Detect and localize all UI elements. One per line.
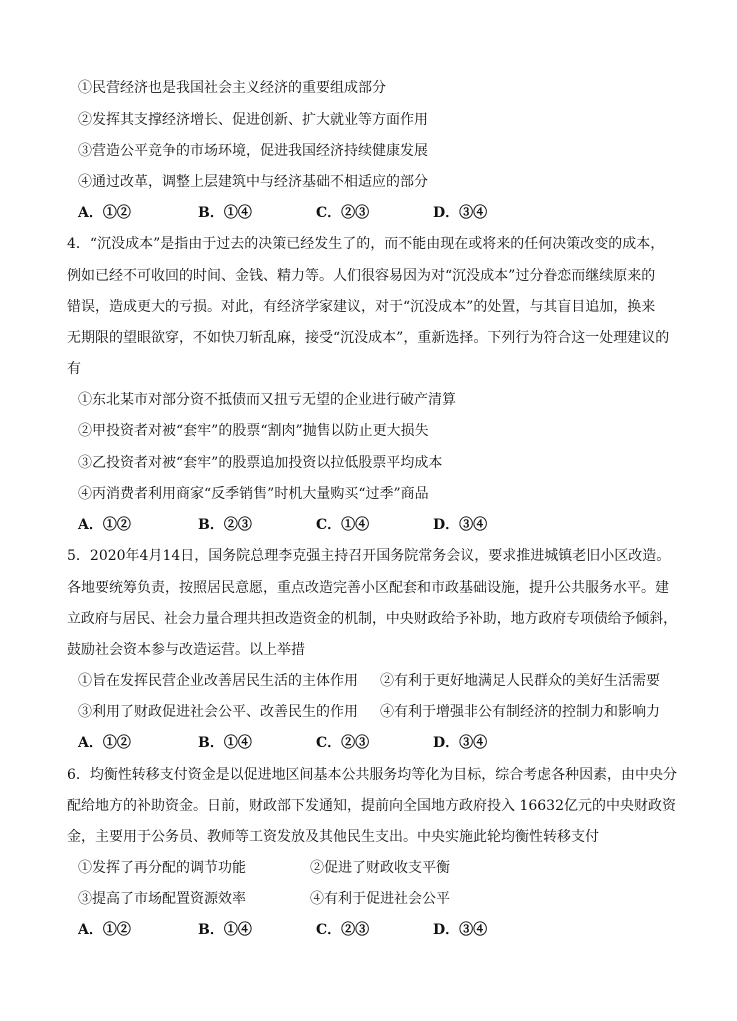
q6-option-a: A．①② — [78, 922, 131, 938]
q4-stem-line-4: 无期限的望眼欲穿，不如快刀斩乱麻，接受“沉没成本”，重新选择。下列行为符合这一处理建议的 — [67, 330, 670, 346]
q5-option-b: B．①④ — [198, 735, 252, 751]
q5-item-4: ④有利于增强非公有制经济的控制力和影响力 — [380, 704, 660, 720]
q6-option-d: D．③④ — [433, 922, 488, 938]
q5-item-3: ③利用了财政促进社会公平、改善民生的作用 — [78, 704, 358, 720]
q4-stem-line-2: 例如已经不可收回的时间、金钱、精力等。人们很容易因为对“沉没成本”过分眷恋而继续原来的 — [67, 268, 656, 284]
q5-stem-line-3: 立政府与居民、社会力量合理共担改造资金的机制，中央财政给予补助，地方政府专项债给予倾斜， — [67, 611, 678, 627]
q6-option-c: C．②③ — [316, 922, 370, 938]
q4-stem-line-3: 错误，造成更大的亏损。对此，有经济学家建议，对于“沉没成本”的处置，与其盲目追加，换来 — [67, 299, 656, 315]
q5-item-2: ②有利于更好地满足人民群众的美好生活需要 — [380, 673, 660, 689]
q4-item-1: ①东北某市对部分资不抵债而又扭亏无望的企业进行破产清算 — [78, 392, 456, 408]
q3-option-c: C．②③ — [316, 205, 370, 221]
q5-stem-line-1: 5．2020年4月14日，国务院总理李克强主持召开国务院常务会议，要求推进城镇老旧小区改造。 — [67, 548, 671, 564]
q6-item-2: ②促进了财政收支平衡 — [310, 860, 450, 876]
q6-stem-line-2: 配给地方的补助资金。日前，财政部下发通知，提前向全国地方政府投入 16632亿元的中央财政资 — [67, 798, 676, 814]
q6-option-b: B．①④ — [198, 922, 252, 938]
q5-option-c: C．②③ — [316, 735, 370, 751]
q3-option-a: A．①② — [78, 205, 131, 221]
q4-stem-line-5: 有 — [67, 361, 81, 377]
q4-item-2: ②甲投资者对被“套牢”的股票“割肉”抛售以防止更大损失 — [78, 423, 429, 439]
q3-item-2: ②发挥其支撑经济增长、促进创新、扩大就业等方面作用 — [78, 112, 428, 128]
q4-option-c: C．①④ — [316, 517, 370, 533]
q4-option-a: A．①② — [78, 517, 131, 533]
q3-option-d: D．③④ — [433, 205, 488, 221]
q4-option-b: B．②③ — [198, 517, 252, 533]
q3-item-4: ④通过改革，调整上层建筑中与经济基础不相适应的部分 — [78, 174, 428, 190]
q5-stem-line-2: 各地要统筹负责，按照居民意愿，重点改造完善小区配套和市政基础设施，提升公共服务水平。建 — [67, 580, 669, 596]
q4-option-d: D．③④ — [433, 517, 488, 533]
q5-option-a: A．①② — [78, 735, 131, 751]
q4-item-3: ③乙投资者对被“套牢”的股票追加投资以拉低股票平均成本 — [78, 455, 443, 471]
q6-item-4: ④有利于促进社会公平 — [310, 891, 450, 907]
q6-item-1: ①发挥了再分配的调节功能 — [78, 860, 246, 876]
q3-item-1: ①民营经济也是我国社会主义经济的重要组成部分 — [78, 80, 386, 96]
q6-item-3: ③提高了市场配置资源效率 — [78, 891, 246, 907]
q6-stem-line-3: 金，主要用于公务员、教师等工资发放及其他民生支出。中央实施此轮均衡性转移支付 — [67, 829, 599, 845]
q4-item-4: ④丙消费者利用商家“反季销售”时机大量购买“过季”商品 — [78, 486, 429, 502]
q5-item-1: ①旨在发挥民营企业改善居民生活的主体作用 — [78, 673, 358, 689]
q3-option-b: B．①④ — [198, 205, 252, 221]
q6-stem-line-1: 6．均衡性转移支付资金是以促进地区间基本公共服务均等化为目标，综合考虑各种因素，由中央分 — [67, 767, 677, 783]
q5-stem-line-4: 鼓励社会资本参与改造运营。以上举措 — [67, 642, 305, 658]
q3-item-3: ③营造公平竞争的市场环境，促进我国经济持续健康发展 — [78, 143, 428, 159]
q4-stem-line-1: 4．“沉没成本”是指由于过去的决策已经发生了的，而不能由现在或将来的任何决策改变的成本， — [67, 236, 665, 252]
q5-option-d: D．③④ — [433, 735, 488, 751]
